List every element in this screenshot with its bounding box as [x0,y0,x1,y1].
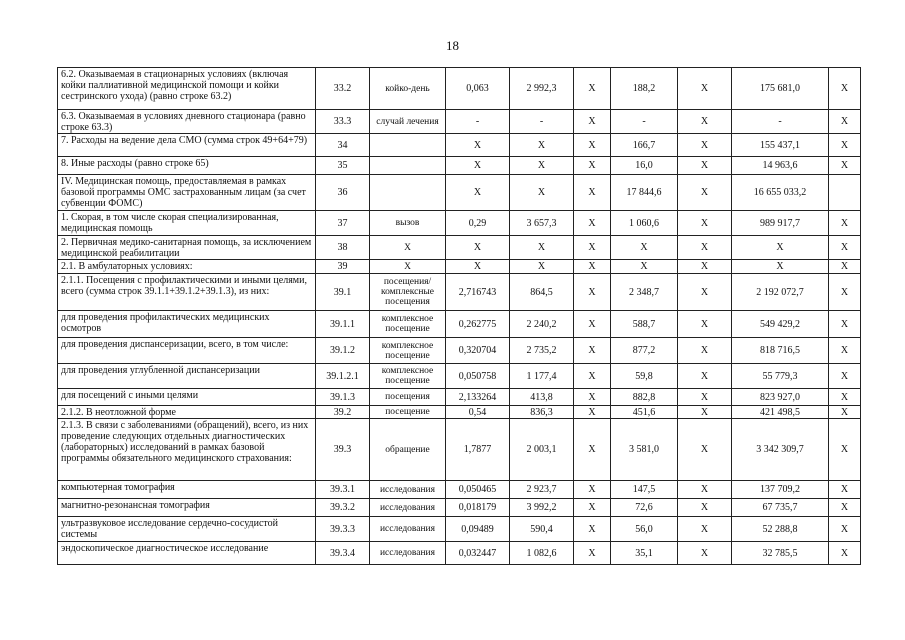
row-norm-cell: 0,320704 [446,338,510,364]
row-col6-cell: X [574,274,611,311]
row-col8-cell: X [678,419,732,481]
row-unit-cell: комплексное посещение [370,311,446,338]
row-col8-cell: X [678,68,732,110]
row-norm-cell: 0,29 [446,211,510,236]
row-col8-cell: X [678,110,732,134]
table-row [58,338,861,364]
row-col8-cell: X [678,481,732,499]
row-unit-cell: исследования [370,517,446,542]
row-per-capita-cell: 16,0 [611,157,678,175]
row-cost-cell: 836,3 [510,406,574,419]
row-col10-cell: X [829,311,861,338]
row-cost-cell: 2 240,2 [510,311,574,338]
row-name-cell: IV. Медицинская помощь, предоставляемая в рамках базовой программы ОМС застрахованным лицам (за счет субвенции ФОМС) [58,175,316,211]
row-code-cell: 39.1.3 [316,389,370,406]
row-col10-cell: X [829,406,861,419]
row-total-cell: 421 498,5 [732,406,829,419]
row-code-cell: 33.3 [316,110,370,134]
row-col6-cell: X [574,364,611,389]
row-unit-cell: посещения/ комплексные посещения [370,274,446,311]
row-norm-cell: 0,050465 [446,481,510,499]
row-per-capita-cell: 166,7 [611,134,678,157]
row-name-cell: магнитно-резонансная томография [58,499,316,517]
row-name-cell: эндоскопическое диагностическое исследование [58,542,316,565]
row-code-cell: 35 [316,157,370,175]
row-total-cell: 2 192 072,7 [732,274,829,311]
row-unit-cell: комплексное посещение [370,338,446,364]
row-cost-cell: 590,4 [510,517,574,542]
page-number: 18 [446,38,459,53]
row-norm-cell: 0,262775 [446,311,510,338]
row-per-capita-cell: 2 348,7 [611,274,678,311]
table-row [58,406,861,419]
table-row [58,157,861,175]
row-col8-cell: X [678,389,732,406]
row-cost-cell: X [510,157,574,175]
row-norm-cell: 0,032447 [446,542,510,565]
table-row [58,236,861,260]
row-name-cell: 6.3. Оказываемая в условиях дневного стационара (равно строке 63.3) [58,110,316,134]
row-code-cell: 39.3 [316,419,370,481]
row-code-cell: 33.2 [316,68,370,110]
row-code-cell: 38 [316,236,370,260]
row-name-cell: для проведения профилактических медицинских осмотров [58,311,316,338]
row-col6-cell: X [574,175,611,211]
row-code-cell: 39.1.1 [316,311,370,338]
row-unit-cell [370,157,446,175]
row-col6-cell: X [574,260,611,274]
row-col6-cell: X [574,157,611,175]
table-row [58,175,861,211]
row-per-capita-cell: 59,8 [611,364,678,389]
row-name-cell: для проведения углубленной диспансеризации [58,364,316,389]
row-unit-cell: посещение [370,406,446,419]
row-col10-cell: X [829,389,861,406]
row-col10-cell: X [829,260,861,274]
row-norm-cell: 1,7877 [446,419,510,481]
table-row [58,389,861,406]
row-norm-cell: 2,716743 [446,274,510,311]
row-per-capita-cell: X [611,260,678,274]
row-per-capita-cell: 35,1 [611,542,678,565]
row-col8-cell: X [678,499,732,517]
row-col10-cell [829,175,861,211]
row-cost-cell: X [510,260,574,274]
row-unit-cell: обращение [370,419,446,481]
row-col6-cell: X [574,481,611,499]
row-total-cell: 55 779,3 [732,364,829,389]
table-row [58,517,861,542]
row-total-cell: 3 342 309,7 [732,419,829,481]
row-per-capita-cell: 877,2 [611,338,678,364]
row-col8-cell: X [678,236,732,260]
row-col6-cell: X [574,236,611,260]
row-name-cell: 1. Скорая, в том числе скорая специализированная, медицинская помощь [58,211,316,236]
row-col6-cell: X [574,68,611,110]
row-per-capita-cell: 451,6 [611,406,678,419]
row-unit-cell: посещения [370,389,446,406]
row-code-cell: 39.1.2 [316,338,370,364]
row-code-cell: 39.1 [316,274,370,311]
row-name-cell: для посещений с иными целями [58,389,316,406]
row-total-cell: 823 927,0 [732,389,829,406]
row-code-cell: 39.3.2 [316,499,370,517]
row-unit-cell: вызов [370,211,446,236]
row-norm-cell: X [446,157,510,175]
row-name-cell: 6.2. Оказываемая в стационарных условиях (включая койки паллиативной медицинской помощи и койки сестринского ухода) (равно строке 63.2) [58,68,316,110]
row-col8-cell: X [678,364,732,389]
row-col10-cell: X [829,338,861,364]
row-cost-cell: 2 003,1 [510,419,574,481]
row-col8-cell: X [678,542,732,565]
row-unit-cell [370,134,446,157]
row-cost-cell: X [510,134,574,157]
row-name-cell: 7. Расходы на ведение дела СМО (сумма строк 49+64+79) [58,134,316,157]
table-row [58,110,861,134]
row-total-cell: X [732,236,829,260]
row-total-cell: 137 709,2 [732,481,829,499]
row-col6-cell: X [574,517,611,542]
row-cost-cell: 1 177,4 [510,364,574,389]
row-cost-cell: 3 657,3 [510,211,574,236]
row-cost-cell: - [510,110,574,134]
row-per-capita-cell: X [611,236,678,260]
row-col10-cell: X [829,211,861,236]
row-cost-cell: X [510,175,574,211]
row-unit-cell: случай лечения [370,110,446,134]
row-unit-cell: исследования [370,542,446,565]
row-col6-cell: X [574,419,611,481]
row-col8-cell: X [678,157,732,175]
row-total-cell: 67 735,7 [732,499,829,517]
row-unit-cell: X [370,260,446,274]
row-col10-cell: X [829,364,861,389]
row-cost-cell: 864,5 [510,274,574,311]
row-per-capita-cell: 147,5 [611,481,678,499]
row-name-cell: для проведения диспансеризации, всего, в том числе: [58,338,316,364]
row-col10-cell: X [829,274,861,311]
row-per-capita-cell: 3 581,0 [611,419,678,481]
row-per-capita-cell: 72,6 [611,499,678,517]
table-row [58,419,861,481]
row-code-cell: 37 [316,211,370,236]
row-norm-cell: - [446,110,510,134]
row-col8-cell: X [678,134,732,157]
row-col8-cell: X [678,406,732,419]
row-col8-cell: X [678,260,732,274]
row-unit-cell [370,175,446,211]
table-row [58,499,861,517]
row-per-capita-cell: 588,7 [611,311,678,338]
row-cost-cell: 413,8 [510,389,574,406]
row-col6-cell: X [574,211,611,236]
row-norm-cell: 0,54 [446,406,510,419]
row-code-cell: 39.3.3 [316,517,370,542]
table-body [58,68,861,565]
table-row [58,260,861,274]
row-cost-cell: 1 082,6 [510,542,574,565]
row-per-capita-cell: 56,0 [611,517,678,542]
row-total-cell: 16 655 033,2 [732,175,829,211]
row-norm-cell: 0,063 [446,68,510,110]
row-norm-cell: 2,133264 [446,389,510,406]
row-col8-cell: X [678,175,732,211]
row-per-capita-cell: - [611,110,678,134]
row-total-cell: X [732,260,829,274]
table-row [58,542,861,565]
table-row [58,311,861,338]
row-col10-cell: X [829,236,861,260]
row-total-cell: 818 716,5 [732,338,829,364]
row-name-cell: 2.1.1. Посещения с профилактическими и иными целями, всего (сумма строк 39.1.1+39.1.2+39.1.3), из них: [58,274,316,311]
row-code-cell: 36 [316,175,370,211]
row-total-cell: 52 288,8 [732,517,829,542]
row-norm-cell: X [446,260,510,274]
row-name-cell: компьютерная томография [58,481,316,499]
row-code-cell: 34 [316,134,370,157]
row-total-cell: 989 917,7 [732,211,829,236]
row-col10-cell: X [829,542,861,565]
row-col6-cell: X [574,338,611,364]
row-cost-cell: 2 735,2 [510,338,574,364]
row-col8-cell: X [678,338,732,364]
table-row [58,274,861,311]
row-per-capita-cell: 1 060,6 [611,211,678,236]
table-row [58,68,861,110]
row-per-capita-cell: 17 844,6 [611,175,678,211]
row-cost-cell: 3 992,2 [510,499,574,517]
row-unit-cell: исследования [370,481,446,499]
row-col10-cell: X [829,419,861,481]
row-unit-cell: исследования [370,499,446,517]
row-total-cell: 14 963,6 [732,157,829,175]
row-code-cell: 39.1.2.1 [316,364,370,389]
row-code-cell: 39 [316,260,370,274]
row-col6-cell: X [574,134,611,157]
row-norm-cell: X [446,175,510,211]
row-col8-cell: X [678,274,732,311]
row-name-cell: 2.1. В амбулаторных условиях: [58,260,316,274]
row-col10-cell: X [829,68,861,110]
row-norm-cell: 0,018179 [446,499,510,517]
row-code-cell: 39.3.1 [316,481,370,499]
row-norm-cell: X [446,236,510,260]
row-name-cell: 8. Иные расходы (равно строке 65) [58,157,316,175]
row-per-capita-cell: 188,2 [611,68,678,110]
row-cost-cell: X [510,236,574,260]
table-row [58,134,861,157]
row-col8-cell: X [678,211,732,236]
row-norm-cell: 0,050758 [446,364,510,389]
row-col8-cell: X [678,311,732,338]
row-total-cell: 32 785,5 [732,542,829,565]
row-cost-cell: 2 992,3 [510,68,574,110]
row-col6-cell: X [574,499,611,517]
row-total-cell: - [732,110,829,134]
row-col10-cell: X [829,499,861,517]
row-unit-cell: X [370,236,446,260]
row-unit-cell: комплексное посещение [370,364,446,389]
row-code-cell: 39.3.4 [316,542,370,565]
row-cost-cell: 2 923,7 [510,481,574,499]
row-col6-cell: X [574,389,611,406]
row-col6-cell: X [574,542,611,565]
row-name-cell: 2.1.3. В связи с заболеваниями (обращений), всего, из них проведение следующих отдельных диагностических (лабораторных) исследований в рамках базовой программы обязательного медицинского страхования: [58,419,316,481]
row-norm-cell: 0,09489 [446,517,510,542]
row-total-cell: 549 429,2 [732,311,829,338]
row-name-cell: ультразвуковое исследование сердечно-сосудистой системы [58,517,316,542]
table-row [58,364,861,389]
row-norm-cell: X [446,134,510,157]
row-name-cell: 2.1.2. В неотложной форме [58,406,316,419]
row-col6-cell: X [574,311,611,338]
table-row [58,481,861,499]
row-col6-cell: X [574,110,611,134]
row-col10-cell: X [829,481,861,499]
financing-table [57,67,861,565]
row-col10-cell: X [829,157,861,175]
row-unit-cell: койко-день [370,68,446,110]
row-col10-cell: X [829,517,861,542]
row-code-cell: 39.2 [316,406,370,419]
table-row [58,211,861,236]
row-name-cell: 2. Первичная медико-санитарная помощь, за исключением медицинской реабилитации [58,236,316,260]
row-col10-cell: X [829,134,861,157]
row-per-capita-cell: 882,8 [611,389,678,406]
row-col10-cell: X [829,110,861,134]
row-total-cell: 175 681,0 [732,68,829,110]
row-col6-cell: X [574,406,611,419]
row-col8-cell: X [678,517,732,542]
row-total-cell: 155 437,1 [732,134,829,157]
